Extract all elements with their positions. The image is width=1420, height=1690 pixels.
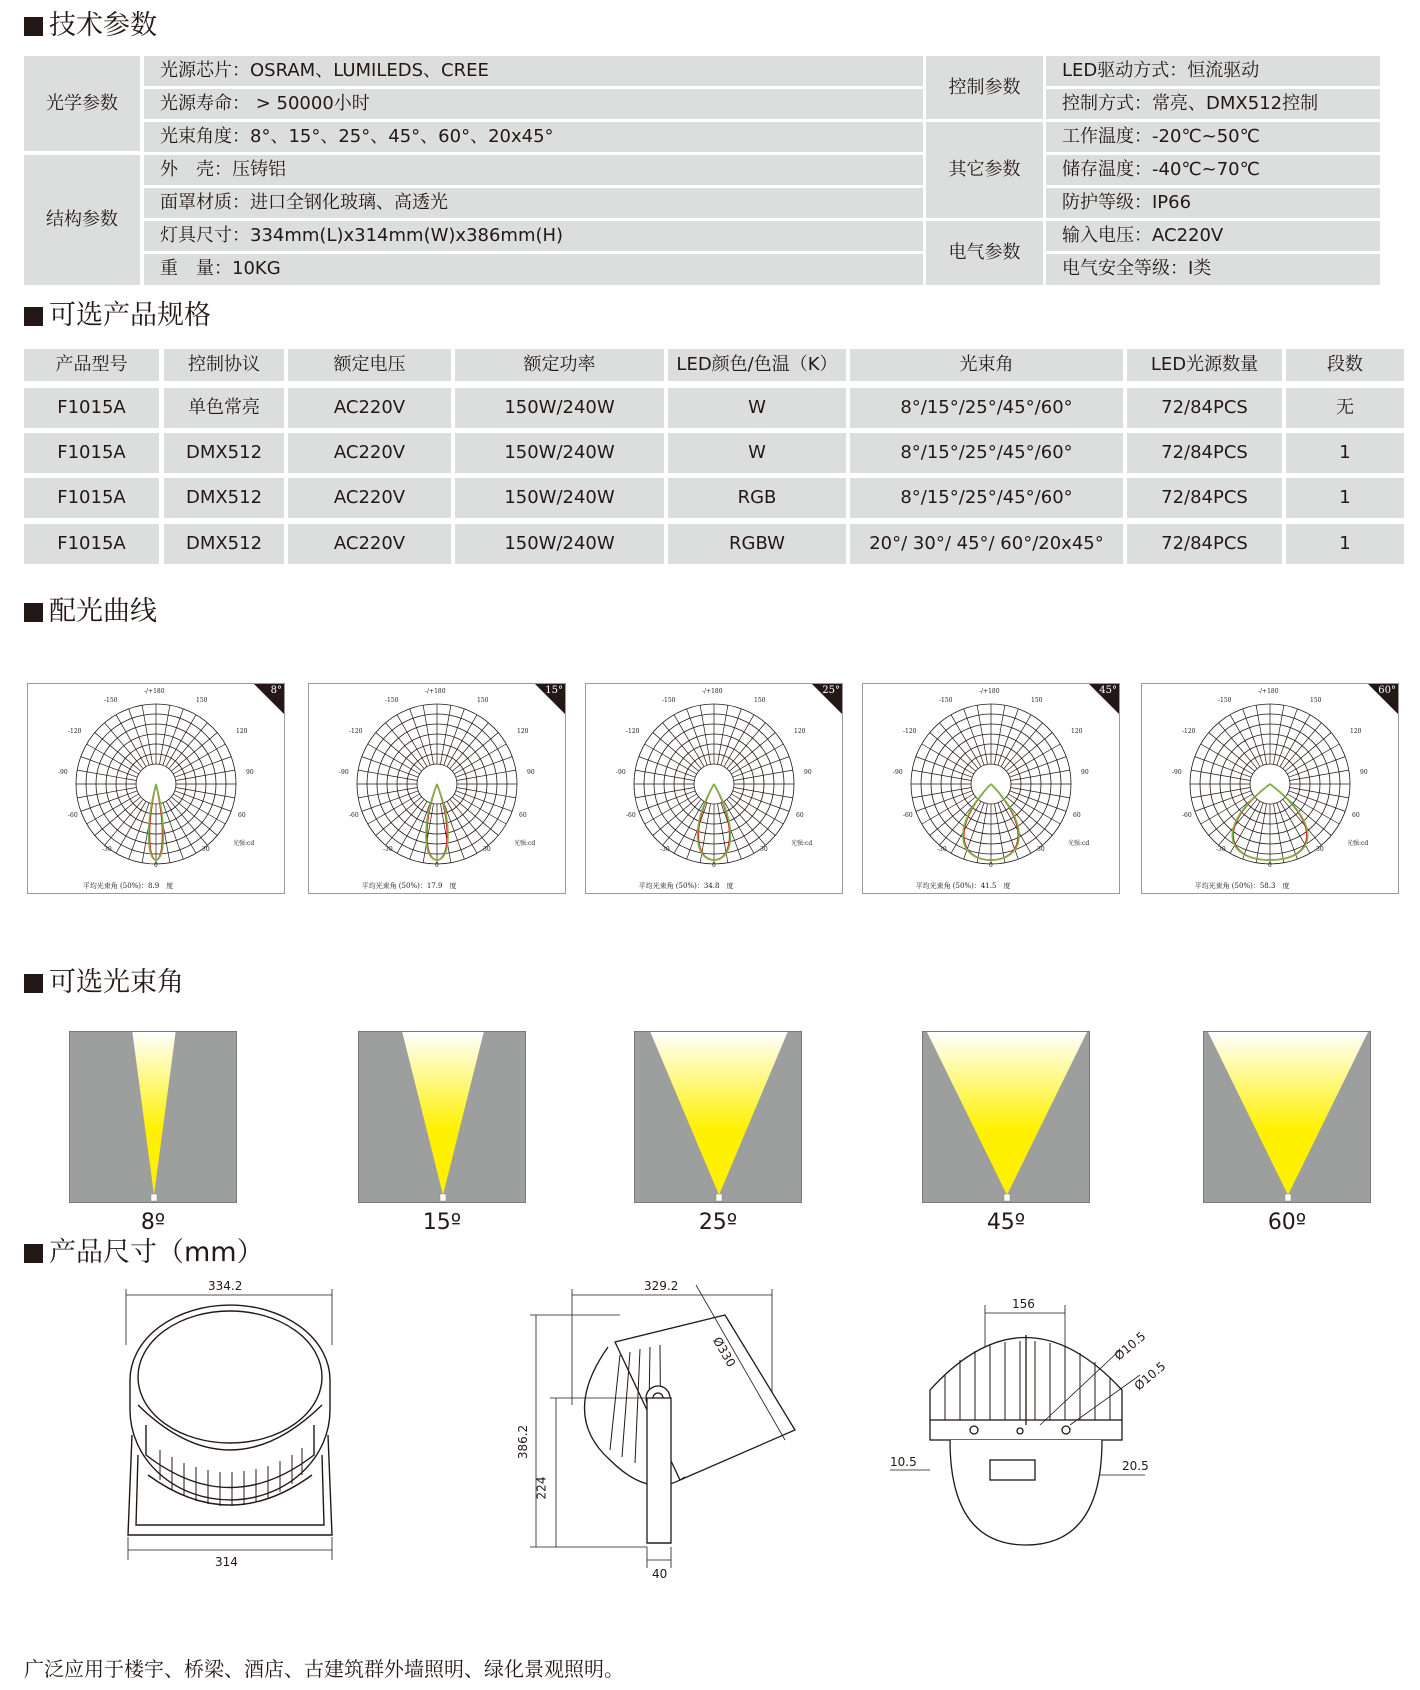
- polar-tick-label: -30: [1216, 846, 1226, 853]
- polar-spoke: [1289, 757, 1345, 778]
- polar-spoke: [166, 801, 196, 853]
- polar-angle-badge: 8°: [270, 685, 282, 696]
- polar-tick-label: 60: [796, 812, 804, 819]
- polar-tick-label: -30: [383, 846, 393, 853]
- polar-spoke: [1287, 744, 1339, 774]
- polar-caption: 平均光束角 (50%)：8.9 度: [82, 882, 174, 890]
- polar-spoke: [964, 803, 985, 859]
- polar-tick-label: 150: [477, 697, 489, 704]
- dim-back-right: 20.5: [1122, 1459, 1149, 1473]
- polar-spoke: [454, 794, 506, 824]
- polar-legend-title: 光强:cd: [514, 840, 536, 847]
- polar-tick-label: -60: [903, 812, 913, 819]
- polar-tick-label: 30: [483, 846, 491, 853]
- polar-spoke: [731, 744, 783, 774]
- polar-caption: 平均光束角 (50%)：58.3 度: [1194, 882, 1290, 890]
- dim-back-hole1: Ø10.5: [1111, 1329, 1149, 1363]
- polar-tick-label: 150: [1031, 697, 1043, 704]
- polar-tick-label: -90: [616, 769, 626, 776]
- polar-tick-label: 0: [154, 862, 158, 869]
- section-title-beam: 可选光束角: [24, 966, 184, 1000]
- optical-row: 光束角度：8°、15°、25°、45°、60°、20x45°: [144, 122, 923, 152]
- spec-cell: 150W/240W: [455, 524, 664, 564]
- dim-side-pivot: 224: [534, 1476, 549, 1500]
- polar-spoke: [456, 791, 512, 812]
- polar-spoke: [733, 757, 789, 778]
- section-title-tech: 技术参数: [24, 9, 157, 43]
- polar-tick-label: 30: [202, 846, 210, 853]
- polar-tick-label: -90: [1172, 769, 1182, 776]
- polar-tick-label: -90: [893, 769, 903, 776]
- polar-tick-label: -150: [385, 697, 399, 704]
- polar-tick-label: 90: [1360, 769, 1368, 776]
- optical-row: 光源芯片：OSRAM、LUMILEDS、CREE: [144, 56, 923, 86]
- beam-svg: [70, 1032, 237, 1203]
- polar-spoke: [1280, 715, 1310, 767]
- polar-spoke: [998, 803, 1019, 859]
- beam-angle-graphic: [1203, 1031, 1371, 1203]
- spec-cell: 72/84PCS: [1127, 388, 1282, 428]
- polar-chart: [27, 683, 285, 894]
- spec-cell: 72/84PCS: [1127, 433, 1282, 473]
- polar-spoke: [173, 794, 225, 824]
- polar-tick-label: 120: [1071, 728, 1083, 735]
- polar-spoke: [397, 801, 427, 853]
- polar-chart: [585, 683, 843, 894]
- polar-legend-title: 光强:cd: [233, 840, 255, 847]
- polar-spoke: [964, 709, 985, 765]
- polar-chart: [308, 683, 566, 894]
- spec-cell: 150W/240W: [455, 478, 664, 518]
- polar-spoke: [444, 709, 465, 765]
- polar-spoke: [687, 709, 708, 765]
- spec-cell: 1: [1286, 478, 1404, 518]
- polar-spoke: [1277, 803, 1298, 859]
- polar-spoke: [368, 794, 420, 824]
- polar-tick-label: -120: [349, 728, 363, 735]
- polar-tick-label: 90: [804, 769, 812, 776]
- polar-spoke: [447, 801, 477, 853]
- spec-header-cell: 额定功率: [455, 349, 664, 381]
- polar-tick-label: 120: [236, 728, 248, 735]
- polar-spoke: [129, 803, 150, 859]
- dim-back-top: 156: [1012, 1297, 1035, 1311]
- polar-tick-label: -150: [662, 697, 676, 704]
- light-cone: [927, 1032, 1087, 1195]
- control-row: 控制方式：常亮、DMX512控制: [1046, 89, 1380, 119]
- spec-cell: DMX512: [164, 524, 284, 564]
- beam-angle-label: 15º: [422, 1210, 462, 1235]
- polar-tick-label: -90: [58, 769, 68, 776]
- spec-cell: 72/84PCS: [1127, 524, 1282, 564]
- spec-cell: 20°/ 30°/ 45°/ 60°/20x45°: [850, 524, 1123, 564]
- dim-side-diameter: Ø330: [710, 1334, 739, 1370]
- beam-angle-graphic: [358, 1031, 526, 1203]
- spec-cell: AC220V: [288, 388, 451, 428]
- polar-spoke: [129, 709, 150, 765]
- polar-tick-label: 120: [517, 728, 529, 735]
- polar-tick-label: 60: [1073, 812, 1081, 819]
- polar-tick-label: 90: [246, 769, 254, 776]
- polar-tick-label: 30: [1037, 846, 1045, 853]
- electric-label: 电气参数: [926, 221, 1043, 285]
- polar-tick-label: 0: [435, 862, 439, 869]
- polar-tick-label: -120: [1182, 728, 1196, 735]
- light-source: [151, 1194, 157, 1201]
- spec-header-cell: LED颜色/色温（K）: [668, 349, 846, 381]
- other-row: 工作温度：-20℃~50℃: [1046, 122, 1380, 152]
- dim-side-base: 40: [652, 1567, 668, 1581]
- back-view-drawing: [890, 1295, 1180, 1550]
- optical-label: 光学参数: [24, 56, 140, 151]
- polar-spoke: [731, 794, 783, 824]
- polar-tick-label: 60: [519, 812, 527, 819]
- polar-tick-label: 150: [196, 697, 208, 704]
- polar-spoke: [1010, 791, 1066, 812]
- polar-tick-label: 150: [1310, 697, 1322, 704]
- polar-spoke: [1243, 709, 1264, 765]
- polar-spoke: [87, 744, 139, 774]
- structure-row: 灯具尺寸：334mm(L)x314mm(W)x386mm(H): [144, 221, 923, 251]
- beam-angle-graphic: [922, 1031, 1090, 1203]
- beam-angle-label: 60º: [1267, 1210, 1307, 1235]
- light-source: [716, 1194, 722, 1201]
- polar-spoke: [454, 744, 506, 774]
- control-row: LED驱动方式：恒流驱动: [1046, 56, 1380, 86]
- section-title-size: 产品尺寸（mm）: [24, 1236, 264, 1270]
- other-row: 储存温度：-40℃~70℃: [1046, 155, 1380, 185]
- polar-tick-label: -150: [104, 697, 118, 704]
- front-view-drawing: [120, 1279, 350, 1575]
- polar-spoke: [639, 757, 695, 778]
- polar-spoke: [674, 715, 704, 767]
- spec-header-cell: 控制协议: [164, 349, 284, 381]
- spec-cell: 单色常亮: [164, 388, 284, 428]
- polar-tick-label: 30: [1316, 846, 1324, 853]
- polar-spoke: [410, 709, 431, 765]
- polar-angle-badge: 60°: [1378, 685, 1396, 696]
- spec-cell: F1015A: [24, 388, 159, 428]
- polar-spoke: [1001, 715, 1031, 767]
- spec-cell: RGBW: [668, 524, 846, 564]
- polar-spoke: [639, 791, 695, 812]
- light-cone: [650, 1032, 787, 1195]
- polar-spoke: [362, 791, 418, 812]
- polar-spoke: [81, 757, 137, 778]
- spec-cell: 1: [1286, 433, 1404, 473]
- light-cone: [402, 1032, 484, 1195]
- spec-cell: F1015A: [24, 433, 159, 473]
- polar-spoke: [116, 801, 146, 853]
- spec-header-cell: 段数: [1286, 349, 1404, 381]
- polar-spoke: [645, 744, 697, 774]
- spec-cell: F1015A: [24, 524, 159, 564]
- polar-spoke: [166, 715, 196, 767]
- polar-spoke: [456, 757, 512, 778]
- polar-tick-label: -150: [1218, 697, 1232, 704]
- control-label: 控制参数: [926, 56, 1043, 119]
- structure-row: 面罩材质：进口全钢化玻璃、高透光: [144, 188, 923, 218]
- spec-cell: 1: [1286, 524, 1404, 564]
- polar-tick-label: 0: [1268, 862, 1272, 869]
- polar-tick-label: -/+180: [144, 688, 165, 695]
- polar-tick-label: -150: [939, 697, 953, 704]
- polar-tick-label: -60: [1182, 812, 1192, 819]
- polar-tick-label: -120: [903, 728, 917, 735]
- polar-spoke: [1195, 757, 1251, 778]
- spec-cell: 8°/15°/25°/45°/60°: [850, 388, 1123, 428]
- spec-cell: F1015A: [24, 478, 159, 518]
- polar-spoke: [1201, 744, 1253, 774]
- dim-side-height: 386.2: [516, 1424, 531, 1460]
- structure-row: 重 量：10KG: [144, 254, 923, 285]
- polar-angle-badge: 45°: [1099, 685, 1117, 696]
- section-title-spec: 可选产品规格: [24, 299, 211, 333]
- polar-spoke: [1243, 803, 1264, 859]
- polar-spoke: [1289, 791, 1345, 812]
- polar-spoke: [733, 791, 789, 812]
- light-source: [1004, 1194, 1010, 1201]
- spec-header-cell: LED光源数量: [1127, 349, 1282, 381]
- polar-spoke: [397, 715, 427, 767]
- light-cone: [1208, 1032, 1368, 1195]
- polar-legend-title: 光强:cd: [791, 840, 813, 847]
- section-title-curve: 配光曲线: [24, 595, 157, 629]
- polar-tick-label: 120: [1350, 728, 1362, 735]
- polar-caption: 平均光束角 (50%)：41.5 度: [915, 882, 1011, 890]
- polar-spoke: [173, 744, 225, 774]
- polar-tick-label: -120: [626, 728, 640, 735]
- polar-spoke: [721, 709, 742, 765]
- optical-row: 光源寿命： > 50000小时: [144, 89, 923, 119]
- spec-header-cell: 产品型号: [24, 349, 159, 381]
- dim-front-width: 334.2: [208, 1279, 243, 1293]
- polar-spoke: [1195, 791, 1251, 812]
- beam-svg: [923, 1032, 1090, 1203]
- polar-spoke: [368, 744, 420, 774]
- beam-angle-graphic: [634, 1031, 802, 1203]
- polar-spoke: [724, 715, 754, 767]
- polar-spoke: [163, 803, 184, 859]
- spec-cell: 8°/15°/25°/45°/60°: [850, 433, 1123, 473]
- polar-spoke: [998, 709, 1019, 765]
- beam-angle-label: 8º: [140, 1210, 166, 1235]
- polar-tick-label: -/+180: [425, 688, 446, 695]
- polar-spoke: [645, 794, 697, 824]
- polar-caption: 平均光束角 (50%)：34.8 度: [638, 882, 734, 890]
- polar-spoke: [116, 715, 146, 767]
- beam-svg: [359, 1032, 526, 1203]
- polar-legend-title: 光强:cd: [1068, 840, 1090, 847]
- polar-tick-label: -/+180: [1258, 688, 1279, 695]
- dim-back-left: 10.5: [890, 1455, 917, 1469]
- spec-cell: AC220V: [288, 524, 451, 564]
- polar-angle-badge: 15°: [545, 685, 563, 696]
- polar-spoke: [163, 709, 184, 765]
- structure-row: 外 壳：压铸铝: [144, 155, 923, 185]
- spec-cell: 72/84PCS: [1127, 478, 1282, 518]
- beam-angle-label: 25º: [698, 1210, 738, 1235]
- polar-legend-title: 光强:cd: [1347, 840, 1369, 847]
- polar-spoke: [87, 794, 139, 824]
- polar-tick-label: 60: [1352, 812, 1360, 819]
- beam-angle-label: 45º: [986, 1210, 1026, 1235]
- polar-tick-label: 150: [754, 697, 766, 704]
- side-view-drawing: [516, 1279, 800, 1590]
- polar-caption: 平均光束角 (50%)：17.9 度: [361, 882, 457, 890]
- other-label: 其它参数: [926, 122, 1043, 218]
- polar-tick-label: 30: [760, 846, 768, 853]
- spec-cell: 无: [1286, 388, 1404, 428]
- polar-tick-label: -30: [937, 846, 947, 853]
- polar-angle-badge: 25°: [822, 685, 840, 696]
- polar-chart: [862, 683, 1120, 894]
- polar-spoke: [916, 791, 972, 812]
- beam-angle-graphic: [69, 1031, 237, 1203]
- polar-spoke: [922, 744, 974, 774]
- polar-tick-label: -/+180: [979, 688, 1000, 695]
- spec-cell: DMX512: [164, 433, 284, 473]
- polar-spoke: [362, 757, 418, 778]
- polar-spoke: [1008, 744, 1060, 774]
- polar-spoke: [175, 757, 231, 778]
- polar-spoke: [81, 791, 137, 812]
- light-cone: [132, 1032, 175, 1195]
- polar-tick-label: -30: [102, 846, 112, 853]
- polar-tick-label: 0: [989, 862, 993, 869]
- light-source: [1285, 1194, 1291, 1201]
- polar-tick-label: -60: [349, 812, 359, 819]
- polar-spoke: [951, 715, 981, 767]
- spec-cell: DMX512: [164, 478, 284, 518]
- polar-tick-label: -90: [339, 769, 349, 776]
- dim-back-hole2: Ø10.5: [1131, 1359, 1169, 1393]
- polar-spoke: [1277, 709, 1298, 765]
- polar-tick-label: 120: [794, 728, 806, 735]
- polar-tick-label: -/+180: [702, 688, 723, 695]
- polar-tick-label: -60: [626, 812, 636, 819]
- beam-svg: [635, 1032, 802, 1203]
- dim-side-width: 329.2: [644, 1279, 679, 1293]
- polar-tick-label: -120: [68, 728, 82, 735]
- spec-cell: AC220V: [288, 478, 451, 518]
- beam-svg: [1204, 1032, 1371, 1203]
- side-view-svg: [520, 1285, 800, 1590]
- polar-spoke: [1010, 757, 1066, 778]
- spec-cell: W: [668, 433, 846, 473]
- dim-front-base: 314: [215, 1555, 238, 1569]
- electric-row: 电气安全等级：I类: [1046, 254, 1380, 285]
- spec-cell: 150W/240W: [455, 433, 664, 473]
- polar-tick-label: -60: [68, 812, 78, 819]
- electric-row: 输入电压：AC220V: [1046, 221, 1380, 251]
- polar-tick-label: 60: [238, 812, 246, 819]
- polar-tick-label: 90: [1081, 769, 1089, 776]
- footer-text: 广泛应用于楼宇、桥梁、酒店、古建筑群外墙照明、绿化景观照明。: [24, 1657, 624, 1681]
- polar-spoke: [1230, 715, 1260, 767]
- polar-chart: [1141, 683, 1399, 894]
- spec-cell: RGB: [668, 478, 846, 518]
- other-row: 防护等级：IP66: [1046, 188, 1380, 218]
- spec-cell: 150W/240W: [455, 388, 664, 428]
- spec-header-cell: 光束角: [850, 349, 1123, 381]
- front-view-svg: [120, 1285, 350, 1575]
- spec-cell: AC220V: [288, 433, 451, 473]
- polar-tick-label: -30: [660, 846, 670, 853]
- spec-header-cell: 额定电压: [288, 349, 451, 381]
- polar-spoke: [447, 715, 477, 767]
- polar-spoke: [916, 757, 972, 778]
- polar-tick-label: 90: [527, 769, 535, 776]
- spec-cell: W: [668, 388, 846, 428]
- structure-label: 结构参数: [24, 155, 140, 285]
- light-source: [440, 1194, 446, 1201]
- polar-spoke: [175, 791, 231, 812]
- polar-tick-label: 0: [712, 862, 716, 869]
- spec-cell: 8°/15°/25°/45°/60°: [850, 478, 1123, 518]
